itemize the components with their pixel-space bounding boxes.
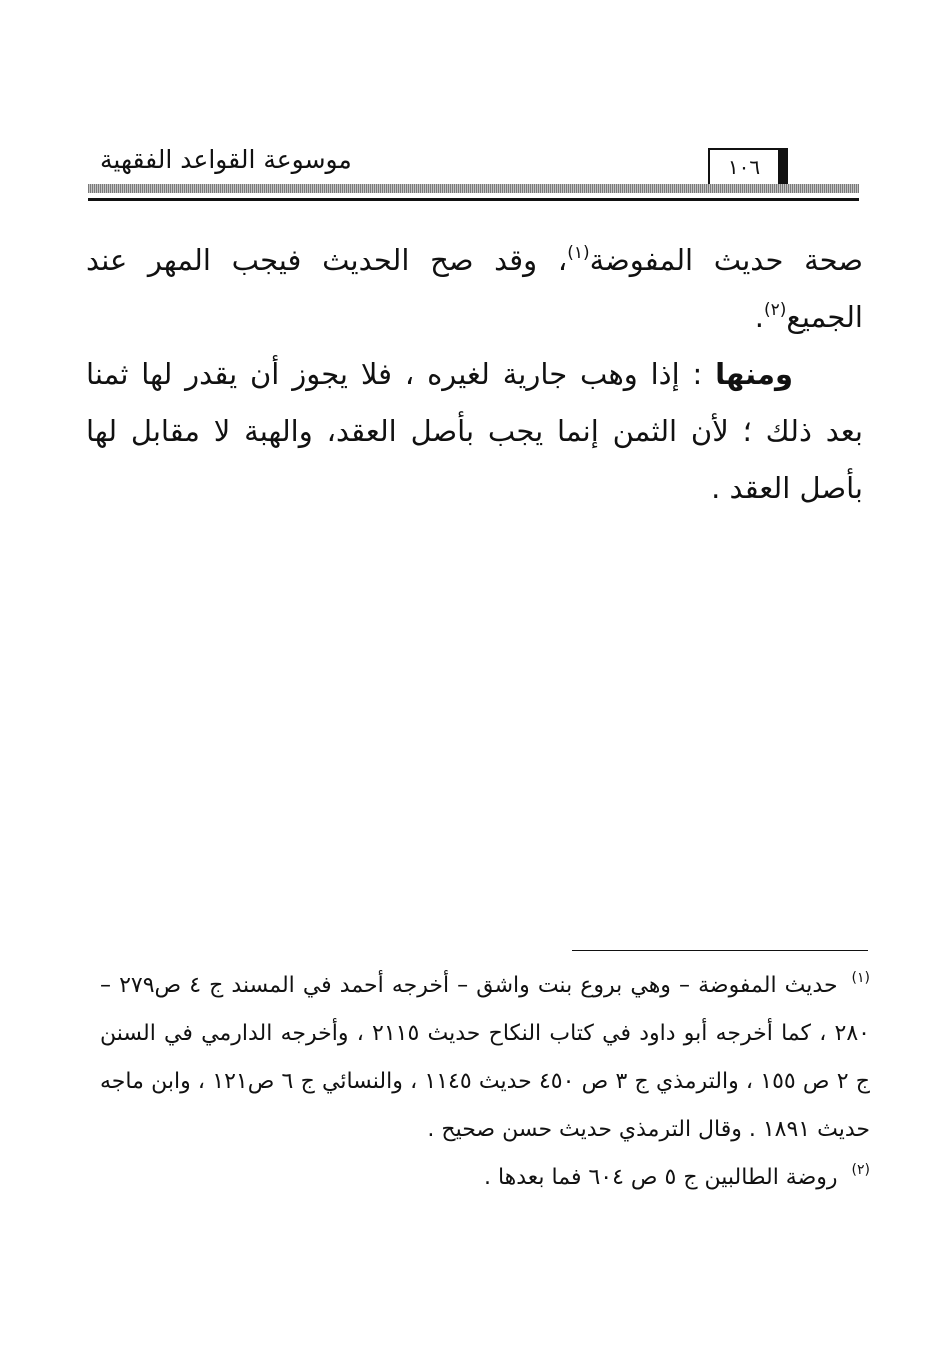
paragraph-2	[86, 346, 863, 517]
footnote-1-mark: (١)	[851, 970, 871, 986]
footnote-2-text: روضة الطالبين ج ٥ ص ٦٠٤ فما بعدها .	[483, 1165, 838, 1190]
header-band	[88, 184, 859, 193]
footnote-ref-2[interactable]: (٢)	[764, 300, 787, 320]
footnote-1	[100, 962, 870, 1154]
paragraph-1-text-2: ، وقد صح الحديث فيجب المهر عند الجميع	[86, 243, 863, 334]
paragraph-1	[86, 232, 863, 346]
footnote-ref-1[interactable]: (١)	[567, 243, 590, 263]
paragraph-2-lead: ومنها	[715, 357, 793, 391]
header-rule	[88, 198, 859, 201]
paragraph-2-text: : إذا وهب جارية لغيره ، فلا يجوز أن يقدر لها ثمنا بعد ذلك ؛ لأن الثمن إنما يجب بأصل العقد، والهبة لا مقابل لها بأصل العقد .	[86, 357, 863, 505]
paragraph-1-text: صحة حديث المفوضة	[589, 243, 863, 277]
footnote-2-mark: (٢)	[851, 1162, 870, 1178]
footnote-1-text: حديث المفوضة – وهي بروع بنت واشق – أخرجه أحمد في المسند ج ٤ ص٢٧٩ – ٢٨٠ ، كما أخرجه أبو داود في كتاب النكاح حديث ٢١١٥ ، وأخرجه الدارمي في السنن ج ٢ ص ١٥٥ ، والترمذي ج ٣ ص ٤٥٠ حديث ١١٤٥ ، والنسائي ج ٦ ص١٢١ ، وابن ماجه حديث ١٨٩١ . وقال الترمذي حديث حسن صحيح .	[100, 973, 871, 1142]
footnote-separator	[572, 950, 868, 951]
footnotes	[100, 962, 870, 1202]
footnote-2	[100, 1154, 870, 1202]
main-text	[86, 232, 863, 517]
running-header-title: موسوعة القواعد الفقهية	[100, 145, 352, 174]
paragraph-1-end: .	[754, 300, 764, 334]
page-number: ١٠٦	[708, 148, 788, 186]
